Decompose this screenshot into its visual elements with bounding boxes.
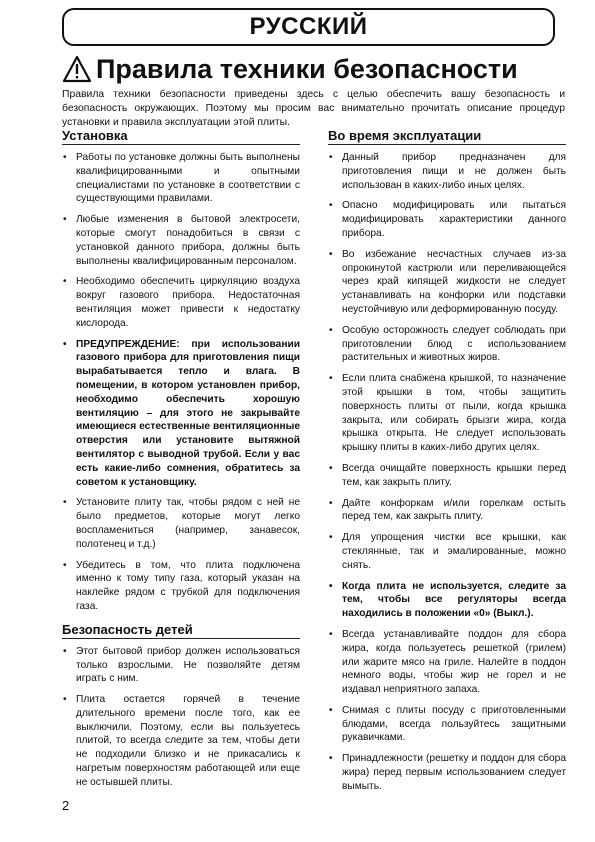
intro-paragraph: Правила техники безопасности приведены здесь с целью обеспечить вашу безопасность и безопасность окружающих. Поэтому мы просим вас внимательно прочитать описание процедур установки и правила эксплуатации этой плиты.	[62, 89, 565, 128]
section-heading-installation: Установка	[62, 128, 300, 145]
list-item: • Данный прибор предназначен для приготовления пищи и не должен быть использован в каких-либо иных целях.	[328, 151, 566, 192]
child-safety-list	[62, 645, 300, 790]
section-heading-operation: Во время эксплуатации	[328, 128, 566, 145]
list-item: • Работы по установке должны быть выполнены квалифицированными и опытными специалистами по установке в соответствии с существующими правилами.	[62, 151, 300, 206]
list-item: • Снимая с плиты посуду с приготовленными блюдами, всегда пользуйтесь защитными рукавичками.	[328, 704, 566, 745]
right-column	[328, 128, 566, 801]
list-item: • Необходимо обеспечить циркуляцию воздуха вокруг газового прибора. Недостаточная вентиляция может привести к недостатку кислорода.	[62, 275, 300, 330]
list-item: • Любые изменения в бытовой электросети, которые смогут понадобиться в связи с установкой данного прибора, должны быть выполнены квалифицированным персоналом.	[62, 213, 300, 268]
page-number: 2	[62, 798, 70, 813]
list-item: • Этот бытовой прибор должен использоваться только взрослыми. Не позволяйте детям играть с ним.	[62, 645, 300, 686]
page-title	[62, 52, 562, 86]
list-item: • Опасно модифицировать или пытаться модифицировать характеристики данного прибора.	[328, 199, 566, 240]
list-item: • Плита остается горячей в течение длительного времени после того, как ее выключили. Поэтому, если вы пользуетесь плитой, то всегда следите за тем, чтобы дети не подходили близко и не прикасались к нагретым поверхностям работающей или еще не остывшей плиты.	[62, 693, 300, 790]
list-item: • Убедитесь в том, что плита подключена именно к тому типу газа, который указан на наклейке рядом с трубкой для подключения газа.	[62, 559, 300, 614]
list-item: • Особую осторожность следует соблюдать при приготовлении блюд с использованием растительных и животных жиров.	[328, 324, 566, 365]
list-item: • Если плита снабжена крышкой, то назначение этой крышки в том, чтобы защитить поверхность плиты от пыли, когда крышка закрыта, или собирать брызги жира, когда крышка открыта. Не следует использовать крышку плиты в каких-либо других целях.	[328, 372, 566, 455]
list-item: • Установите плиту так, чтобы рядом с ней не было предметов, которые могут легко воспламениться (например, занавесок, полотенец и т.д.)	[62, 496, 300, 551]
operation-list	[328, 151, 566, 794]
list-item: • Когда плита не используется, следите за тем, чтобы все регуляторы всегда находились в положении «0» (Выкл.).	[328, 580, 566, 621]
installation-list	[62, 151, 300, 614]
language-header: РУССКИЙ	[62, 8, 555, 46]
list-item: • Во избежание несчастных случаев из-за опрокинутой кастрюли или переливающейся через край кипящей жидкости не следует устанавливать на конфорки или подставки неустойчивую или деформированную посуду.	[328, 248, 566, 317]
warning-triangle-icon	[62, 55, 92, 83]
list-item: • Всегда очищайте поверхность крышки перед тем, как закрыть плиту.	[328, 462, 566, 490]
page-title-text: Правила техники безопасности	[96, 53, 518, 84]
list-item: • Всегда устанавливайте поддон для сбора жира, когда пользуетесь решеткой (грилем) или жарите мясо на гриле. Налейте в поддон немного воды, чтобы жир не горел и не издавал неприятного запаха.	[328, 628, 566, 697]
section-heading-child-safety: Безопасность детей	[62, 622, 300, 639]
list-item: • Для упрощения чистки все крышки, как стеклянные, так и эмалированные, можно снять.	[328, 531, 566, 572]
list-item: • ПРЕДУПРЕЖДЕНИЕ: при использовании газового прибора для приготовления пищи вырабатывается тепло и влага. В помещении, в котором установлен прибор, необходимо обеспечить хорошую вентиляцию – для этого не закрывайте имеющиеся естественные вентиляционные отверстия или установите вытяжной вентилятор с выводной трубой. Если у вас есть какие-либо сомнения, обратитесь за советом к установщику.	[62, 338, 300, 490]
list-item: • Дайте конфоркам и/или горелкам остыть перед тем, как закрыть плиту.	[328, 497, 566, 525]
list-item: • Принадлежности (решетку и поддон для сбора жира) перед первым использованием следует вымыть.	[328, 752, 566, 793]
left-column	[62, 128, 300, 797]
